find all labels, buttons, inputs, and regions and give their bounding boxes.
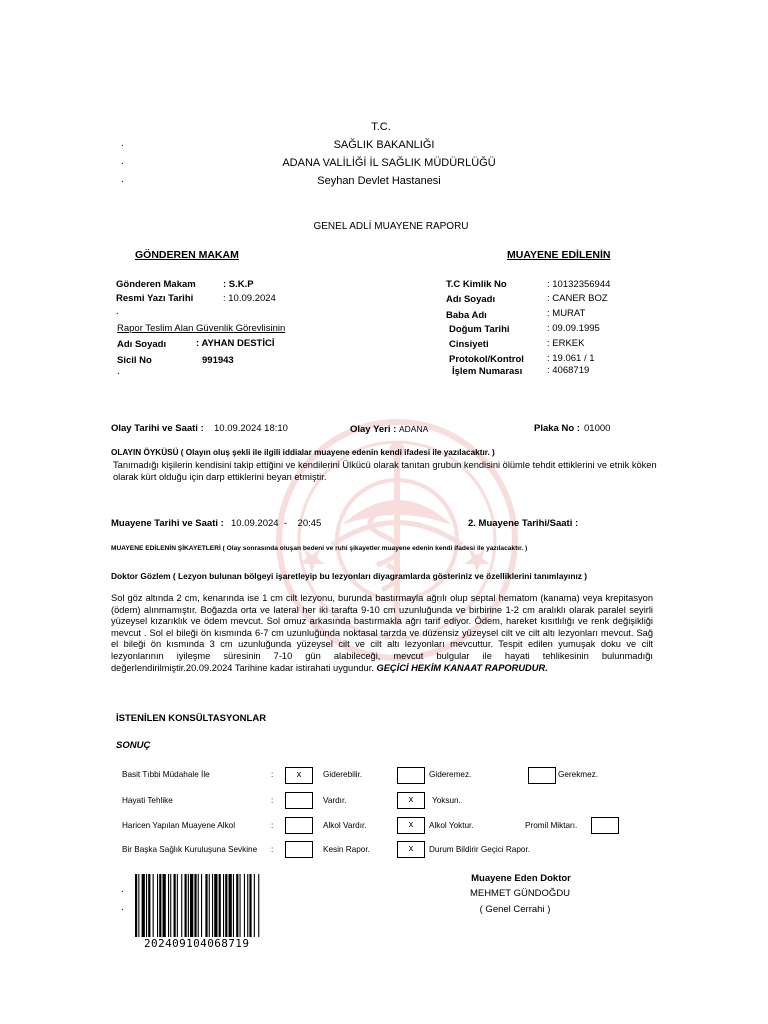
patient-father-value: : MURAT <box>547 308 586 319</box>
officer-name-label: Adı Soyadı <box>117 339 167 350</box>
header-hospital: Seyhan Devlet Hastanesi <box>317 175 441 187</box>
patient-heading: MUAYENE EDİLENİN <box>507 249 611 261</box>
result-r4-option-2: Durum Bildirir Geçici Rapor. <box>429 845 531 854</box>
result-r4-checkbox-2[interactable]: x <box>397 841 425 858</box>
result-r4-checkbox-1[interactable] <box>285 841 313 858</box>
patient-process-value: : 4068719 <box>547 365 590 376</box>
sender-makam-value: : S.K.P <box>223 279 254 290</box>
incident-date-value: 10.09.2024 18:10 <box>214 423 288 434</box>
patient-tc-label: T.C Kimlik No <box>446 279 507 290</box>
sender-date-label: Resmi Yazı Tarihi <box>116 293 194 304</box>
result-r2-colon: : <box>271 796 274 805</box>
result-r4-option-1: Kesin Rapor. <box>323 845 370 854</box>
barcode-number: 202409104068719 <box>144 937 250 950</box>
officer-sicil-value: 991943 <box>202 355 234 366</box>
story-text: Tanımadığı kişilerin kendisini takip ettiğini ve kendilerini Ülkücü olarak tanıtan grubun kendisini ölümle tehdit ettiklerini ve etnik köken olarak kürt olduğu için darp ettiklerini beyan etmiştir. <box>113 460 657 483</box>
result-r2-label: Hayati Tehlike <box>122 796 173 805</box>
dot-marker: . <box>121 138 124 149</box>
dot-marker: . <box>121 884 124 895</box>
result-r3-checkbox-1[interactable] <box>285 817 313 834</box>
result-r1-checkbox-1[interactable]: x <box>285 767 313 784</box>
result-heading-text: SONUÇ <box>116 740 151 751</box>
exam-narrative-text: Sol göz altında 2 cm, kenarında ise 1 cm cilt lezyonu, burunda bastırmayla ağrılı olup septal hematom (kanama) veya krepitasyon (ödem) alınmamıştır. Boğazda orta ve lateral her iki tarafta 9-10 cm uzunluğunda ve birbirine 1-2 cm aralıklı olarak paralel seyirli yüzeysel kızarıklık ve ödem mevcut. Sol omuz arkasında bastırmakla ağrı tarif ediyor. Ödem, hareket kısıtlılığı ve renk değişikliği mevcut . Sol el bileği ön kısmında 6-7 cm uzunluğunda noktasal tarzda ve düzensiz yüzeysel cilt ve cilt altı lezyonları mevcut. Sağ el bileği ön kısmında 3 cm uzunluğunda yüzeysel cilt ve cilt altı lezyonları mevcuttur. Tespit edilen yumuşak doku ve cilt lezyonlarının iyileşme süresinin 7-10 gün alabileceği, mevcut bulgular ile hayati tehlikesinin bulunmadığı değerlendirilmiştir.20.09.2024 Tarihine kadar istirahati uygundur. <box>111 593 653 673</box>
result-r3-option-3: Promil Miktarı. <box>525 821 578 830</box>
result-r3-checkbox-3[interactable] <box>591 817 619 834</box>
report-title: GENEL ADLİ MUAYENE RAPORU <box>313 221 469 232</box>
incident-plate-value: 01000 <box>584 423 611 434</box>
patient-birth-label: Doğum Tarihi <box>449 324 510 335</box>
result-heading <box>116 740 150 751</box>
patient-tc-value: : 10132356944 <box>547 279 611 290</box>
result-r1-checkbox-2[interactable] <box>397 767 425 784</box>
result-r2-option-2: Yoksun. <box>432 796 461 805</box>
result-r2-checkbox-1[interactable] <box>285 792 313 809</box>
sender-date-value: : 10.09.2024 <box>223 293 276 304</box>
result-r1-option-2: Gideremez. <box>429 770 472 779</box>
dot-marker: . <box>121 902 124 913</box>
sender-makam-label: Gönderen Makam <box>116 279 196 290</box>
patient-birth-value: : 09.09.1995 <box>547 323 600 334</box>
doctor-name: MEHMET GÜNDOĞDU <box>469 888 571 899</box>
result-r3-checkbox-2[interactable]: x <box>397 817 425 834</box>
result-r1-option-3: Gerekmez. <box>558 770 599 779</box>
result-r1-label: Basit Tıbbi Müdahale İle <box>122 770 210 779</box>
result-r2-checkbox-2[interactable]: x <box>397 792 425 809</box>
patient-protocol-label: Protokol/Kontrol <box>449 354 524 365</box>
officer-sicil-label: Sicil No <box>117 355 152 366</box>
observation-heading: Doktor Gözlem ( Lezyon bulunan bölgeyi işaretleyip bu lezyonları diyagramlarda gösteriniz ve özelliklerini tanımlayınız ) <box>111 571 588 581</box>
story-heading: OLAYIN ÖYKÜSÜ ( Olayın oluş şekli ile ilgili iddialar muayene edenin kendi ifadesi ile yazılacaktır. ) <box>111 448 495 457</box>
patient-name-label: Adı Soyadı <box>446 294 496 305</box>
result-r3-label: Haricen Yapılan Muayene Alkol <box>122 821 236 830</box>
exam-narrative-conclusion: GEÇİCİ HEKİM KANAAT RAPORUDUR. <box>376 662 548 673</box>
exam-narrative <box>111 593 653 674</box>
incident-date-label: Olay Tarihi ve Saati : <box>111 423 204 434</box>
officer-heading: Rapor Teslim Alan Güvenlik Görevlisinin <box>117 323 286 334</box>
barcode-image <box>135 874 297 937</box>
result-r4-colon: : <box>271 845 274 854</box>
complaints-heading: MUAYENE EDİLENİN ŞİKAYETLERİ ( Olay sonrasında oluşan bedeni ve ruhi şikayetler muayene edenin kendi ifadesi ile yazılacaktır. ) <box>111 545 528 552</box>
header-tc: T.C. <box>371 121 391 133</box>
header-directorate: ADANA VALİLİĞİ İL SAĞLIK MÜDÜRLÜĞÜ <box>282 157 496 169</box>
incident-place-value: ADANA <box>399 424 429 434</box>
sender-heading: GÖNDEREN MAKAM <box>135 249 239 261</box>
exam-second-date-label: 2. Muayene Tarihi/Saati : <box>468 518 579 529</box>
result-r3-option-1: Alkol Vardır. <box>323 821 367 830</box>
header-ministry: SAĞLIK BAKANLIĞI <box>333 139 435 151</box>
result-r1-colon: : <box>271 770 274 779</box>
result-r1-option-1: Giderebilir. <box>323 770 363 779</box>
patient-protocol-value: : 19.061 / 1 <box>547 353 595 364</box>
incident-place-label: Olay Yeri : <box>350 424 397 435</box>
patient-gender-value: : ERKEK <box>547 338 585 349</box>
doctor-title: Muayene Eden Doktor <box>471 873 571 884</box>
patient-father-label: Baba Adı <box>446 310 487 321</box>
exam-date-value: 10.09.2024 - 20:45 <box>231 518 322 529</box>
result-r3-option-2: Alkol Yoktur. <box>429 821 474 830</box>
result-r1-checkbox-3[interactable] <box>528 767 556 784</box>
result-r2-option-1: Vardır. <box>323 796 347 805</box>
exam-date-label: Muayene Tarihi ve Saati : <box>111 518 224 529</box>
patient-process-label: İşlem Numarası <box>452 366 523 377</box>
consult-heading: İSTENİLEN KONSÜLTASYONLAR <box>116 713 267 724</box>
dot-marker: . <box>117 366 120 377</box>
result-r3-colon: : <box>271 821 274 830</box>
dot-marker: . <box>121 174 124 185</box>
result-r4-label: Bir Başka Sağlık Kuruluşuna Sevkine <box>122 845 258 854</box>
officer-name-value: : AYHAN DESTİCİ <box>196 338 275 349</box>
patient-name-value: : CANER BOZ <box>547 293 608 304</box>
doctor-specialty: ( Genel Cerrahi ) <box>479 904 551 915</box>
incident-plate-label: Plaka No : <box>534 423 580 434</box>
patient-gender-label: Cinsiyeti <box>449 339 489 350</box>
dot-marker: . <box>116 306 119 317</box>
dot-marker: . <box>121 156 124 167</box>
